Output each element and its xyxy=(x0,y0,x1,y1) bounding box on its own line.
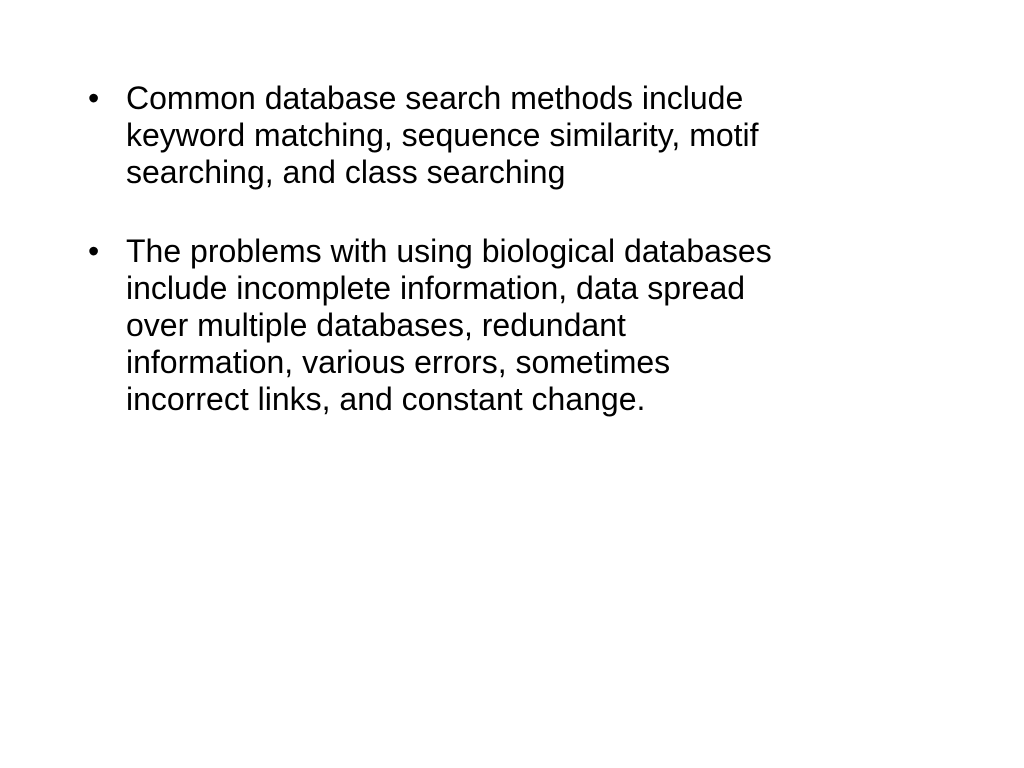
bullet-line: keyword matching, sequence similarity, motif xyxy=(126,117,759,153)
bullet-line: information, various errors, sometimes xyxy=(126,344,671,380)
bullet-line: include incomplete information, data spread xyxy=(126,270,746,306)
bullet-line: The problems with using biological databases xyxy=(126,233,772,269)
bullet-line: Common database search methods include xyxy=(126,80,744,116)
bullet-list xyxy=(88,80,948,460)
bullet-item-search-methods xyxy=(88,80,948,191)
bullet-line: searching, and class searching xyxy=(126,154,566,190)
bullet-line: over multiple databases, redundant xyxy=(126,307,626,343)
bullet-marker: • xyxy=(88,233,100,269)
bullet-text-search-methods xyxy=(126,80,948,191)
bullet-line: incorrect links, and constant change. xyxy=(126,381,646,417)
bullet-item-database-problems xyxy=(88,233,948,418)
bullet-marker: • xyxy=(88,80,100,116)
bullet-text-database-problems xyxy=(126,233,948,418)
